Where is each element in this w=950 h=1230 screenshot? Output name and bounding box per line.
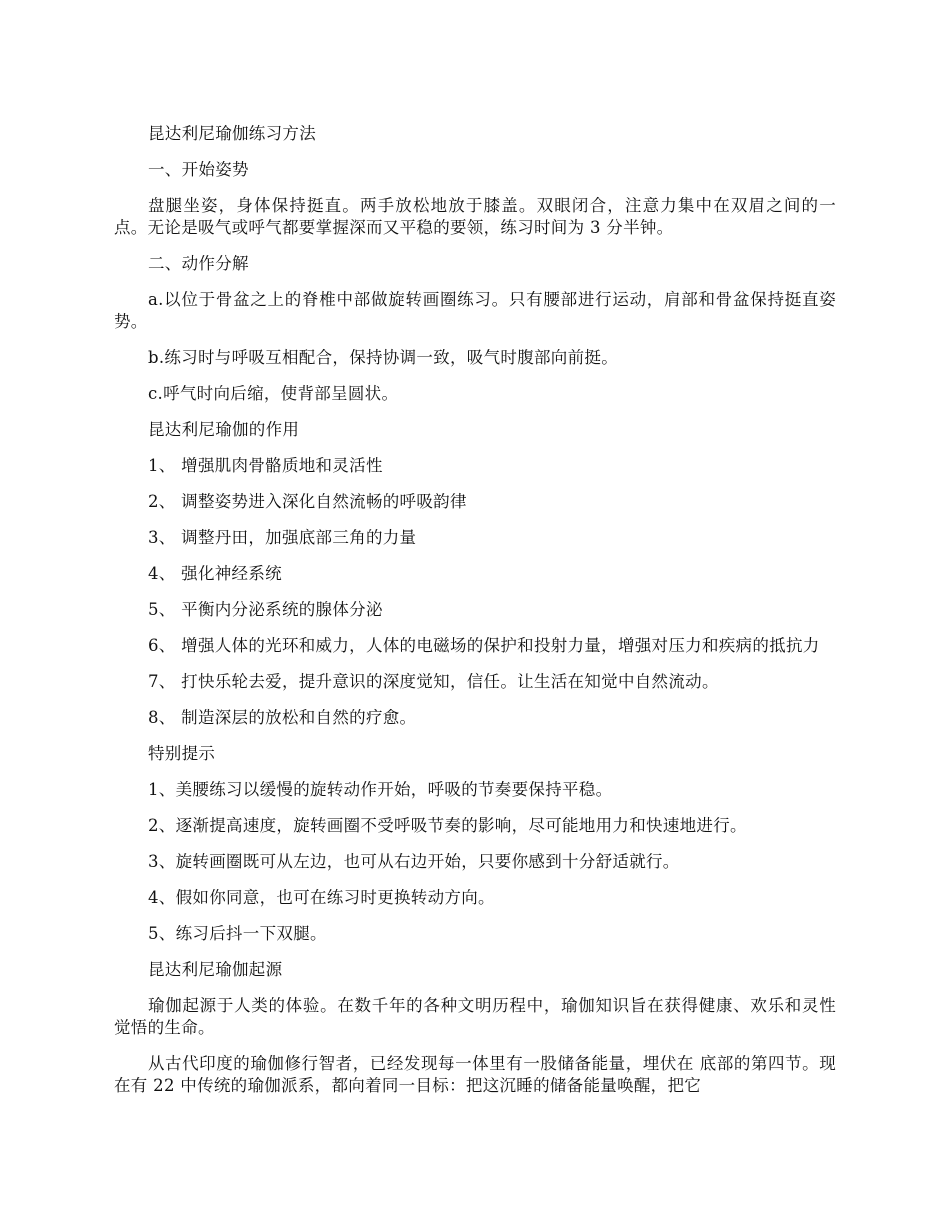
effect-item-8: 8、 制造深层的放松和自然的疗愈。	[148, 708, 417, 727]
section-heading-origin: 昆达利尼瑜伽起源	[148, 960, 283, 979]
tip-item-3: 3、旋转画圈既可从左边，也可从右边开始，只要你感到十分舒适就行。	[148, 852, 680, 871]
doc-title: 昆达利尼瑜伽练习方法	[148, 124, 316, 143]
paragraph-origin-1: 瑜伽起源于人类的体验。在数千年的各种文明历程中，瑜伽知识旨在获得健康、欢乐和灵性觉悟的生命。	[114, 996, 836, 1037]
paragraph-origin-2: 从古代印度的瑜伽修行智者，已经发现每一体里有一股储备能量，埋伏在 底部的第四节。现在有 22 中传统的瑜伽派系，都向着同一目标：把这沉睡的储备能量唤醒，把它	[114, 1054, 836, 1095]
section-heading-tips: 特别提示	[148, 744, 216, 763]
effect-item-1: 1、 增强肌肉骨骼质地和灵活性	[148, 456, 383, 475]
section-heading-movement: 二、动作分解	[148, 254, 249, 273]
effect-item-6: 6、 增强人体的光环和威力，人体的电磁场的保护和投射力量，增强对压力和疾病的抵抗力	[148, 636, 820, 655]
tip-item-4: 4、假如你同意，也可在练习时更换转动方向。	[148, 888, 495, 907]
document-body	[114, 123, 836, 1111]
tip-item-1: 1、美腰练习以缓慢的旋转动作开始，呼吸的节奏要保持平稳。	[148, 780, 613, 799]
effect-item-3: 3、 调整丹田，加强底部三角的力量	[148, 528, 417, 547]
paragraph-step-b: b.练习时与呼吸互相配合，保持协调一致，吸气时腹部向前挺。	[148, 348, 619, 367]
section-heading-start-posture: 一、开始姿势	[148, 160, 249, 179]
paragraph-step-a: a.以位于骨盆之上的脊椎中部做旋转画圈练习。只有腰部进行运动，肩部和骨盆保持挺直姿势。	[114, 290, 836, 331]
paragraph-step-c: c.呼气时向后缩，使背部呈圆状。	[148, 384, 399, 403]
effect-item-7: 7、 打快乐轮去爱，提升意识的深度觉知，信任。让生活在知觉中自然流动。	[148, 672, 719, 691]
section-heading-effects: 昆达利尼瑜伽的作用	[148, 420, 300, 439]
tip-item-2: 2、逐渐提高速度，旋转画圈不受呼吸节奏的影响，尽可能地用力和快速地进行。	[148, 816, 747, 835]
paragraph-start-posture: 盘腿坐姿，身体保持挺直。两手放松地放于膝盖。双眼闭合，注意力集中在双眉之间的一点。无论是吸气或呼气都要掌握深而又平稳的要领，练习时间为 3 分半钟。	[114, 196, 836, 237]
effect-item-4: 4、 强化神经系统	[148, 564, 282, 583]
tip-item-5: 5、练习后抖一下双腿。	[148, 924, 327, 943]
effect-item-5: 5、 平衡内分泌系统的腺体分泌	[148, 600, 383, 619]
effect-item-2: 2、 调整姿势进入深化自然流畅的呼吸韵律	[148, 492, 467, 511]
